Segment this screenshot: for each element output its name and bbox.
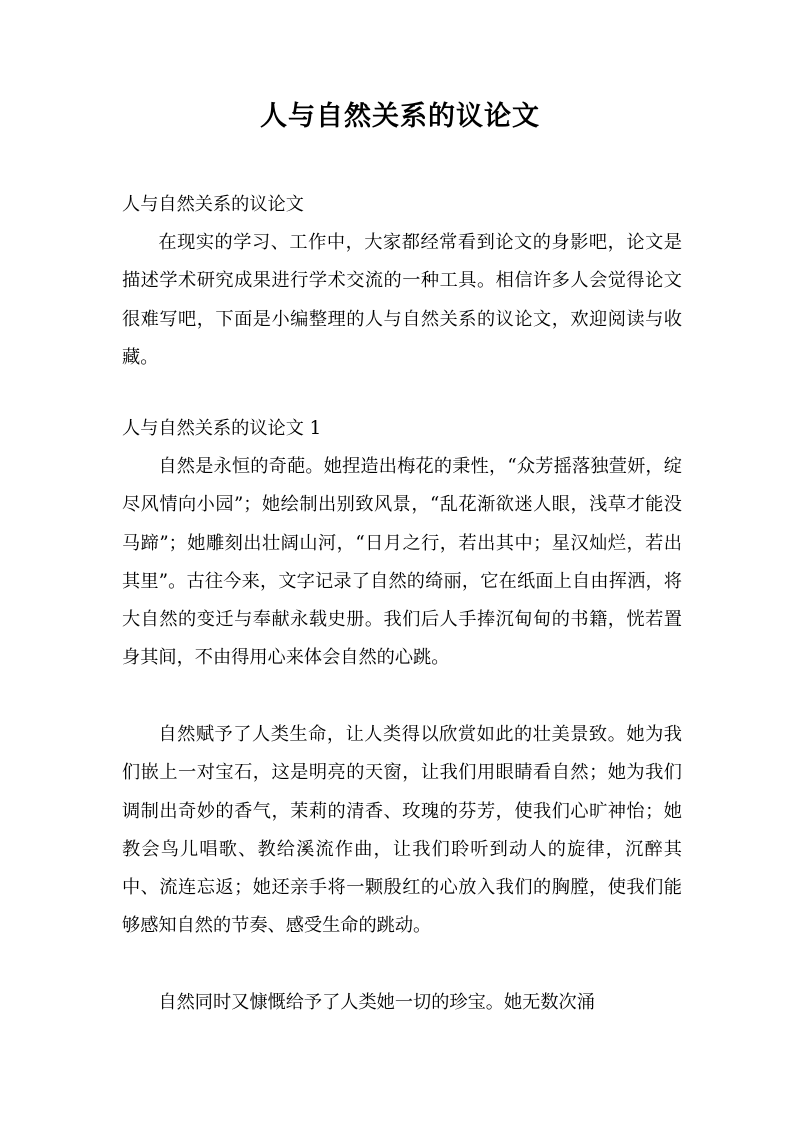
section-heading: 人与自然关系的议论文 1 (122, 418, 322, 439)
document-title: 人与自然关系的议论文 (260, 101, 540, 132)
document-subtitle: 人与自然关系的议论文 (122, 194, 304, 215)
body-paragraph-1: 自然是永恒的奇葩。她捏造出梅花的秉性，“众芳摇落独萱妍，绽尽风情向小园”；她绘制出别致风景，“乱花渐欲迷人眼，浅草才能没马蹄”；她雕刻出壮阔山河，“日月之行，若出其中；星汉灿烂，若出其里”。古往今来，文字记录了自然的绮丽，它在纸面上自由挥洒，将大自然的变迁与奉献永载史册。我们后人手捧沉甸甸的书籍，恍若置身其间，不由得用心来体会自然的心跳。 (122, 456, 682, 669)
body-paragraph-2: 自然赋予了人类生命，让人类得以欣赏如此的壮美景致。她为我们嵌上一对宝石，这是明亮的天窗，让我们用眼睛看自然；她为我们调制出奇妙的香气，茉莉的清香、玫瑰的芬芳，使我们心旷神怡；她教会鸟儿唱歌、教给溪流作曲，让我们聆听到动人的旋律，沉醉其中、流连忘返；她还亲手将一颗殷红的心放入我们的胸膛，使我们能够感知自然的节奏、感受生命的跳动。 (122, 724, 682, 937)
intro-paragraph: 在现实的学习、工作中，大家都经常看到论文的身影吧，论文是描述学术研究成果进行学术交流的一种工具。相信许多人会觉得论文很难写吧，下面是小编整理的人与自然关系的议论文，欢迎阅读与收藏。 (122, 232, 682, 368)
body-paragraph-3: 自然同时又慷慨给予了人类她一切的珍宝。她无数次涌 (158, 992, 595, 1013)
